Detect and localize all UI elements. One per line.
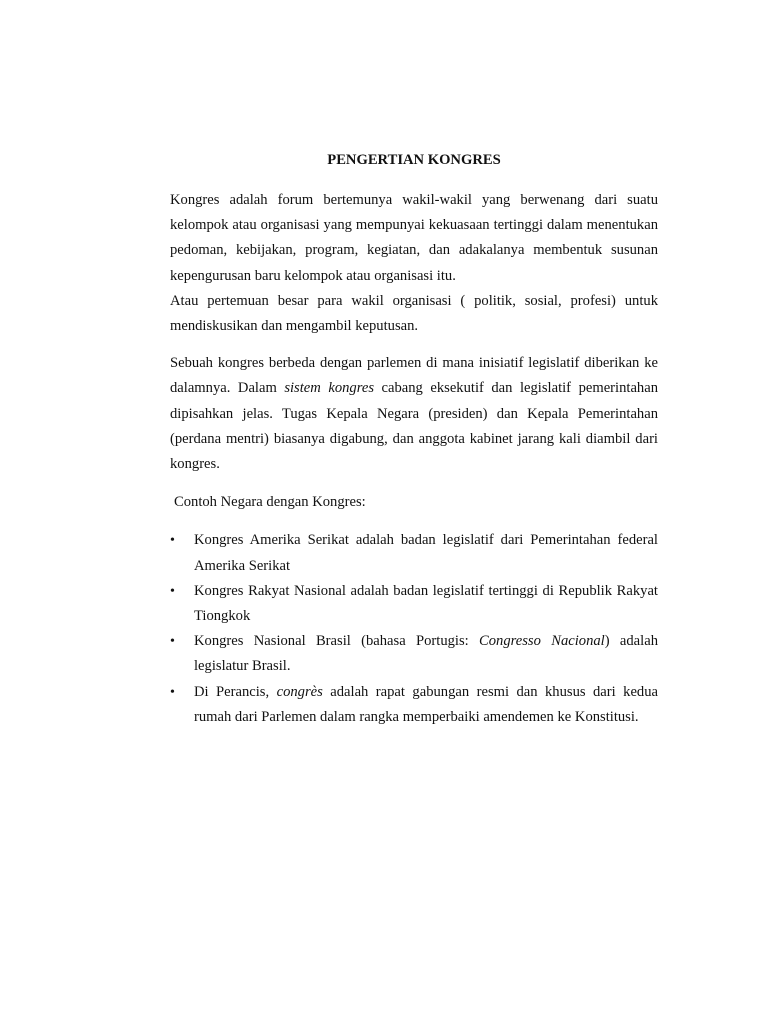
text-segment: adalah rapat gabungan resmi dan khusus dari kedua rumah dari Parlemen dalam rangka memperbaiki amendemen ke Konstitusi. xyxy=(194,683,658,725)
list-item xyxy=(170,680,658,730)
spacer xyxy=(170,515,658,528)
bullet-icon: • xyxy=(170,533,175,549)
list-item-text: Kongres Rakyat Nasional adalah badan legislatif tertinggi di Republik Rakyat Tiongkok xyxy=(194,582,658,625)
list-item xyxy=(170,528,658,578)
text-segment: cabang eksekutif dan legislatif pemerintahan dipisahkan jelas. Tugas Kepala Negara (presiden) dan Kepala Pemerintahan (perdana mentri) biasanya digabung, dan anggota kabinet jarang kali diambil dari kongres. xyxy=(170,380,658,473)
paragraph-congress-vs-parliament xyxy=(170,351,658,477)
spacer xyxy=(170,477,658,490)
text-segment: Di Perancis, xyxy=(194,683,277,700)
list-item xyxy=(170,579,658,629)
italic-term: congrès xyxy=(276,683,323,700)
text-segment: Sebuah kongres berbeda dengan parlemen di mana inisiatif legislatif diberikan ke dalamnya. Dalam xyxy=(170,355,658,397)
italic-term: Congresso Nacional xyxy=(479,633,605,650)
italic-term: sistem kongres xyxy=(284,380,374,397)
bullet-icon: • xyxy=(170,583,175,599)
document-title: PENGERTIAN KONGRES xyxy=(327,152,501,168)
bullet-icon: • xyxy=(170,634,175,650)
paragraph-alternative-definition: Atau pertemuan besar para wakil organisasi ( politik, sosial, profesi) untuk mendiskusikan dan mengambil keputusan. xyxy=(170,292,658,335)
list-item-text: Kongres Amerika Serikat adalah badan legislatif dari Pemerintahan federal Amerika Serikat xyxy=(194,532,658,574)
spacer xyxy=(170,339,658,351)
paragraph-definition: Kongres adalah forum bertemunya wakil-wakil yang berwenang dari suatu kelompok atau organisasi yang mempunyai kekuasaan tertinggi dalam menentukan pedoman, kebijakan, program, kegiatan, dan adakalanya membentuk susunan kepengurusan baru kelompok atau organisasi itu. xyxy=(170,192,658,284)
document-page xyxy=(170,150,658,730)
text-segment: ) adalah legislatur Brasil. xyxy=(194,633,658,675)
list-intro: Contoh Negara dengan Kongres: xyxy=(174,494,366,511)
list-item xyxy=(170,629,658,679)
bullet-icon: • xyxy=(170,684,175,700)
text-segment: Kongres Nasional Brasil (bahasa Portugis: xyxy=(194,633,480,650)
country-list xyxy=(170,528,658,730)
